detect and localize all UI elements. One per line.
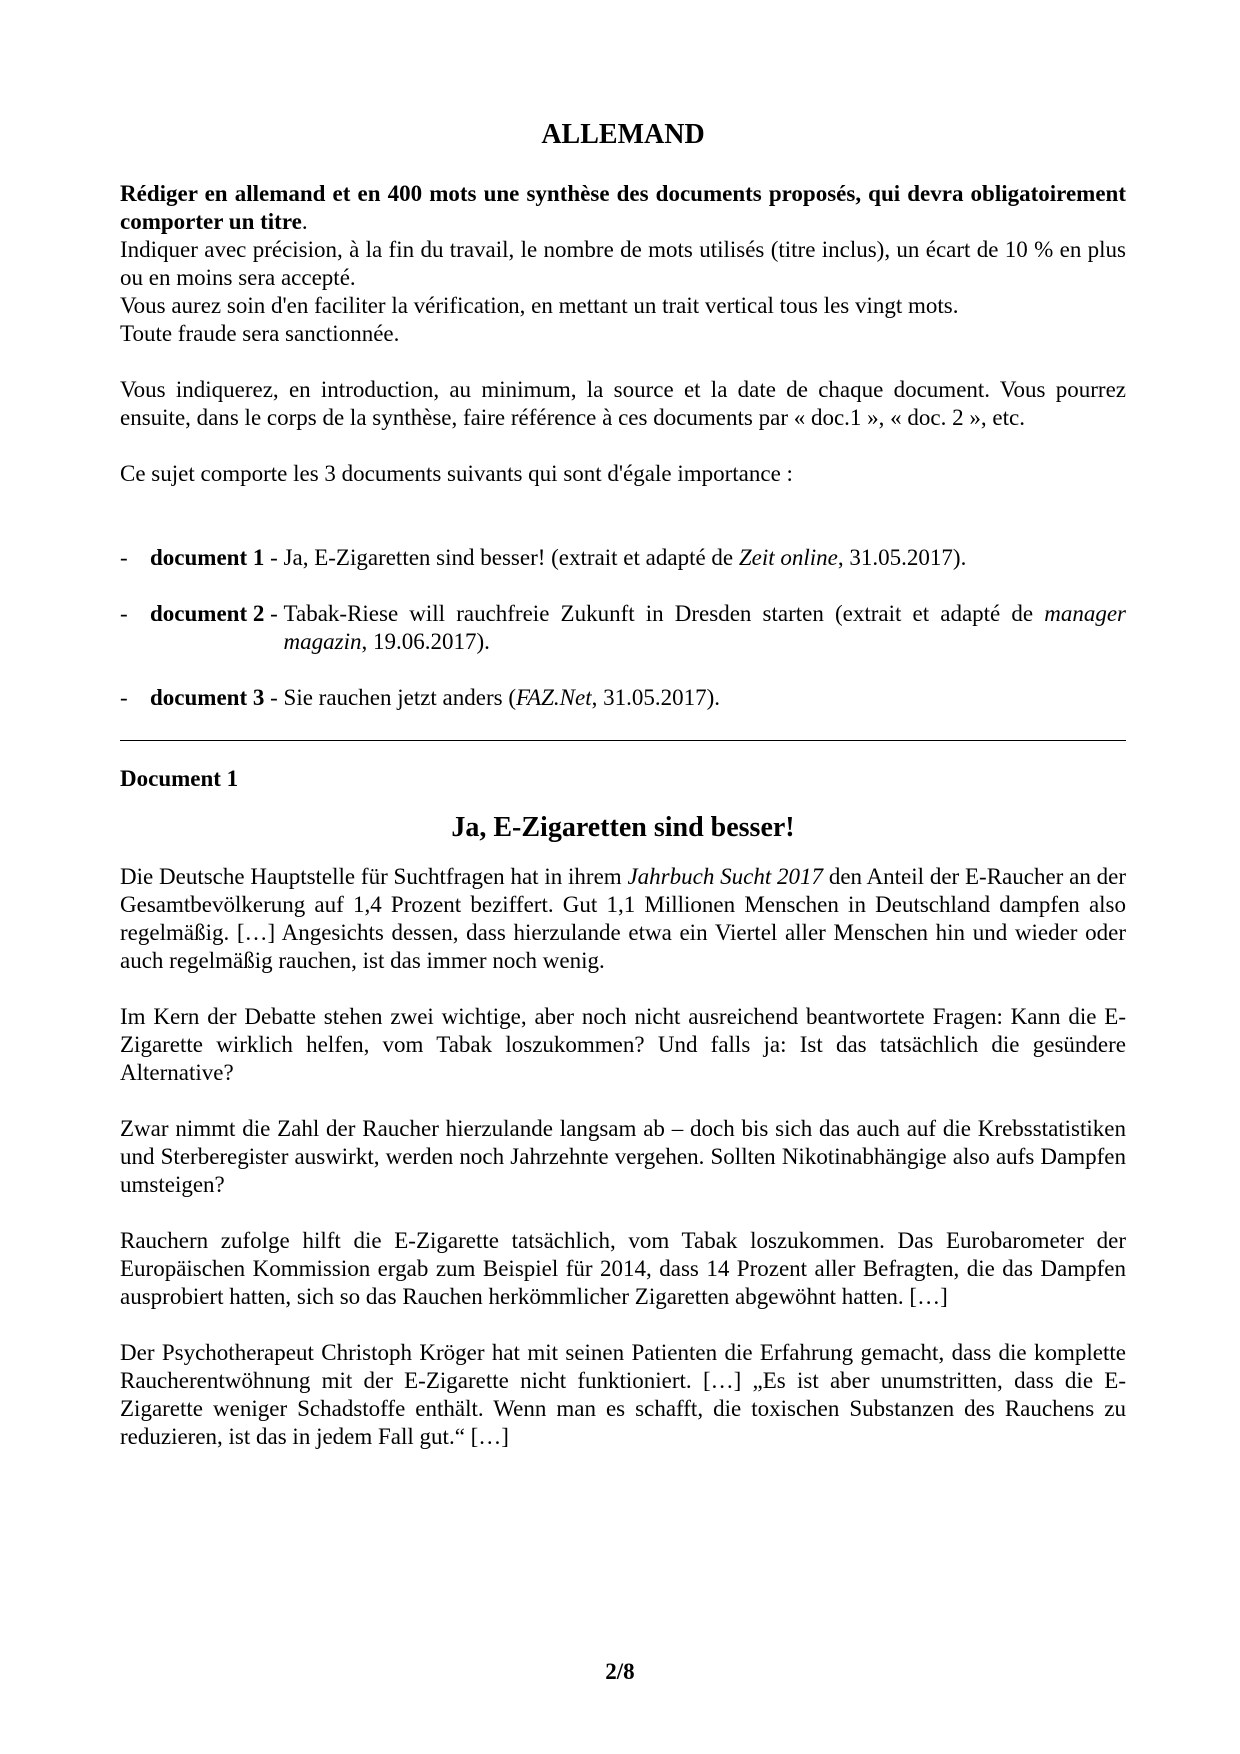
document-description (284, 600, 1126, 656)
instructions-sources: Vous indiquerez, en introduction, au minimum, la source et la date de chaque document. Vous pourrez ensuite, dans le corps de la synthèse, faire référence à ces documents par « doc.1 », « doc. 2 », etc. (120, 377, 1126, 430)
page-title: ALLEMAND (541, 119, 705, 150)
instructions-fraud: Toute fraude sera sanctionnée. (120, 321, 400, 346)
description-date: , 31.05.2017). (837, 545, 967, 570)
section-divider (120, 740, 1126, 741)
document-label: document 3 (150, 685, 265, 710)
document-list-item-3 (120, 684, 1126, 712)
source-name: manager magazin (283, 601, 1126, 654)
paragraph-text: den Anteil der E-Raucher an der Gesamtbevölkerung auf 1,4 Prozent beziffert. Gut 1,1 Millionen Menschen in Deutschland dampfen also regelmäßig. […] Angesichts dessen, dass hierzulande etwa ein Viertel aller Menschen hin und wieder oder auch regelmäßig rauchen, ist das immer noch wenig. (120, 864, 1126, 973)
list-dash: - (120, 601, 128, 626)
description-text: Ja, E-Zigaretten sind besser! (extrait et adapté de (283, 545, 739, 570)
description-date: , 31.05.2017). (591, 685, 721, 710)
label-separator: - (264, 545, 284, 570)
description-text: Sie rauchen jetzt anders ( (283, 685, 516, 710)
page-number: 2/8 (605, 1659, 635, 1684)
page-content (120, 118, 1126, 1451)
document-description (284, 544, 1126, 572)
instructions-paragraph (120, 180, 1126, 236)
document-label: document 2 (150, 601, 265, 626)
list-dash: - (120, 685, 128, 710)
instructions-word-count: Indiquer avec précision, à la fin du travail, le nombre de mots utilisés (titre inclus), un écart de 10 % en plus ou en moins sera accepté. (120, 237, 1126, 290)
article-paragraph-4: Rauchern zufolge hilft die E-Zigarette tatsächlich, vom Tabak loszukommen. Das Eurobarometer der Europäischen Kommission ergab zum Beispiel für 2014, dass 14 Prozent aller Befragten, die das Dampfen ausprobiert hatten, sich so das Rauchen herkömmlicher Zigaretten abgewöhnt hatten. […] (120, 1228, 1126, 1309)
source-name: Zeit online (738, 545, 838, 570)
instructions-documents-intro: Ce sujet comporte les 3 documents suivants qui sont d'égale importance : (120, 461, 793, 486)
document-list-item-1 (120, 544, 1126, 572)
article-paragraph-2: Im Kern der Debatte stehen zwei wichtige, aber noch nicht ausreichend beantwortete Fragen: Kann die E-Zigarette wirklich helfen, vom Tabak loszukommen? Und falls ja: Ist das tatsächlich die gesündere Alternative? (120, 1004, 1126, 1085)
source-name: FAZ.Net (516, 685, 592, 710)
document-heading: Document 1 (120, 766, 239, 791)
article-title: Ja, E-Zigaretten sind besser! (451, 812, 795, 843)
description-date: , 19.06.2017). (361, 629, 490, 654)
description-text: Tabak-Riese will rauchfreie Zukunft in Dresden starten (extrait et adapté de (283, 601, 1045, 626)
book-title: Jahrbuch Sucht 2017 (627, 864, 824, 889)
instructions-bold: Rédiger en allemand et en 400 mots une synthèse des documents proposés, qui devra obligatoirement comporter un titre (120, 181, 1126, 234)
label-separator: - (264, 601, 284, 626)
article-paragraph-1 (120, 863, 1126, 975)
article-paragraph-3: Zwar nimmt die Zahl der Raucher hierzulande langsam ab – doch bis sich das auch auf die Krebsstatistiken und Sterberegister auswirkt, werden noch Jahrzehnte vergehen. Sollten Nikotinabhängige also aufs Dampfen umsteigen? (120, 1116, 1126, 1197)
instructions-verification: Vous aurez soin d'en faciliter la vérification, en mettant un trait vertical tous les vingt mots. (120, 293, 959, 318)
paragraph-text: Die Deutsche Hauptstelle für Suchtfragen hat in ihrem (120, 864, 628, 889)
document-label: document 1 (150, 545, 265, 570)
document-list (120, 544, 1126, 712)
list-dash: - (120, 545, 128, 570)
article-paragraph-5: Der Psychotherapeut Christoph Kröger hat mit seinen Patienten die Erfahrung gemacht, dass die komplette Raucherentwöhnung mit der E-Zigarette nicht funktioniert. […] „Es ist aber unumstritten, dass die E-Zigarette weniger Schadstoffe enthält. Wenn man es schafft, die toxischen Substanzen des Rauchens zu reduzieren, ist das in jedem Fall gut.“ […] (120, 1340, 1126, 1449)
document-list-item-2 (120, 600, 1126, 656)
instructions-bold-end: . (301, 209, 308, 234)
document-description (284, 684, 1126, 712)
label-separator: - (264, 685, 284, 710)
